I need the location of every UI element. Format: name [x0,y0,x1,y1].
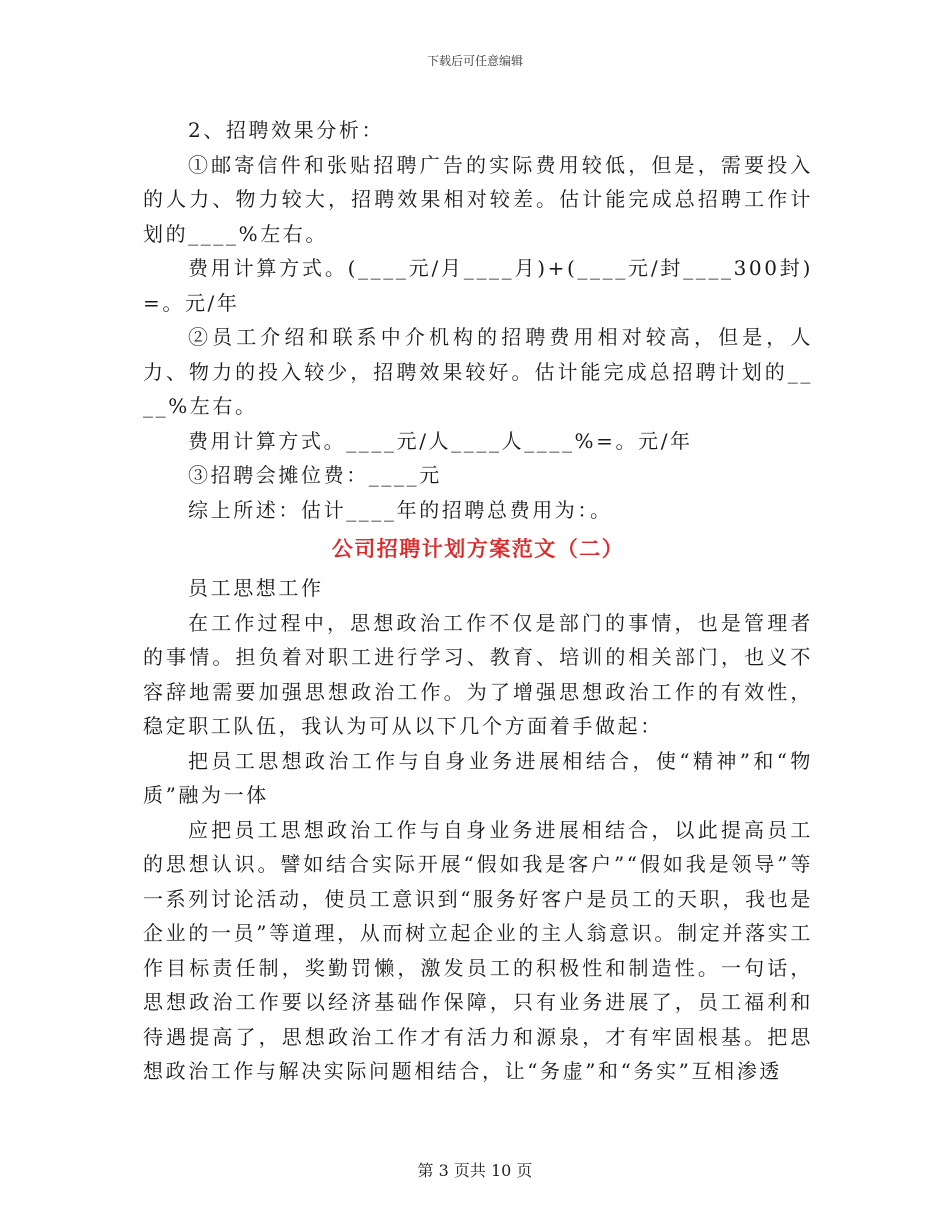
paragraph-details: 应把员工思想政治工作与自身业务进展相结合，以此提高员工的思想认识。譬如结合实际开展“假如我是客户”“假如我是领导”等一系列讨论活动，使员工意识到“服务好客户是员工的天职，我也是企业的一员”等道理，从而树立起企业的主人翁意识。制定并落实工作目标责任制，奖勤罚懒，激发员工的积极性和制造性。一句话，思想政治工作要以经济基础作保障，只有业务进展了，员工福利和待遇提高了，思想政治工作才有活力和源泉，才有牢固根基。把思想政治工作与解决实际问题相结合，让“务虚”和“务实”互相渗透 [143,817,813,1083]
paragraph-referral-cost: 费用计算方式。____元/人____人____%=。元/年 [188,428,693,453]
subheading-staff-work: 员工思想工作 [188,576,324,600]
paragraph-booth-fee: ③招聘会摊位费：____元 [188,463,442,487]
section-title: 公司招聘计划方案范文（二） [331,536,625,561]
document-body [143,113,813,1089]
paragraph-summary: 综上所述：估计____年的招聘总费用为：。 [188,497,613,522]
paragraph-intro: 在工作过程中，思想政治工作不仅是部门的事情，也是管理者的事情。担负着对职工进行学习、教育、培训的相关部门，也义不容辞地需要加强思想政治工作。为了增强思想政治工作的有效性，稳定职工队伍，我认为可从以下几个方面着手做起： [143,610,813,738]
paragraph-referral-agency: ②员工介绍和联系中介机构的招聘费用相对较高，但是，人力、物力的投入较少，招聘效果较好。估计能完成总招聘计划的____%左右。 [143,325,813,418]
page-number: 第 3 页共 10 页 [417,1161,533,1180]
section-heading-recruit-effect: 2、招聘效果分析： [188,118,385,142]
paragraph-mail-ads-cost: 费用计算方式。(____元/月____月)+(____元/封____300封)=。元/年 [143,256,813,315]
paragraph-mail-ads: ①邮寄信件和张贴招聘广告的实际费用较低，但是，需要投入的人力、物力较大，招聘效果相对较差。估计能完成总招聘工作计划的____%左右。 [143,152,813,246]
paragraph-combine-business: 把员工思想政治工作与自身业务进展相结合，使“精神”和“物质”融为一体 [143,748,813,807]
page-header: 下载后可任意编辑 [426,54,523,68]
